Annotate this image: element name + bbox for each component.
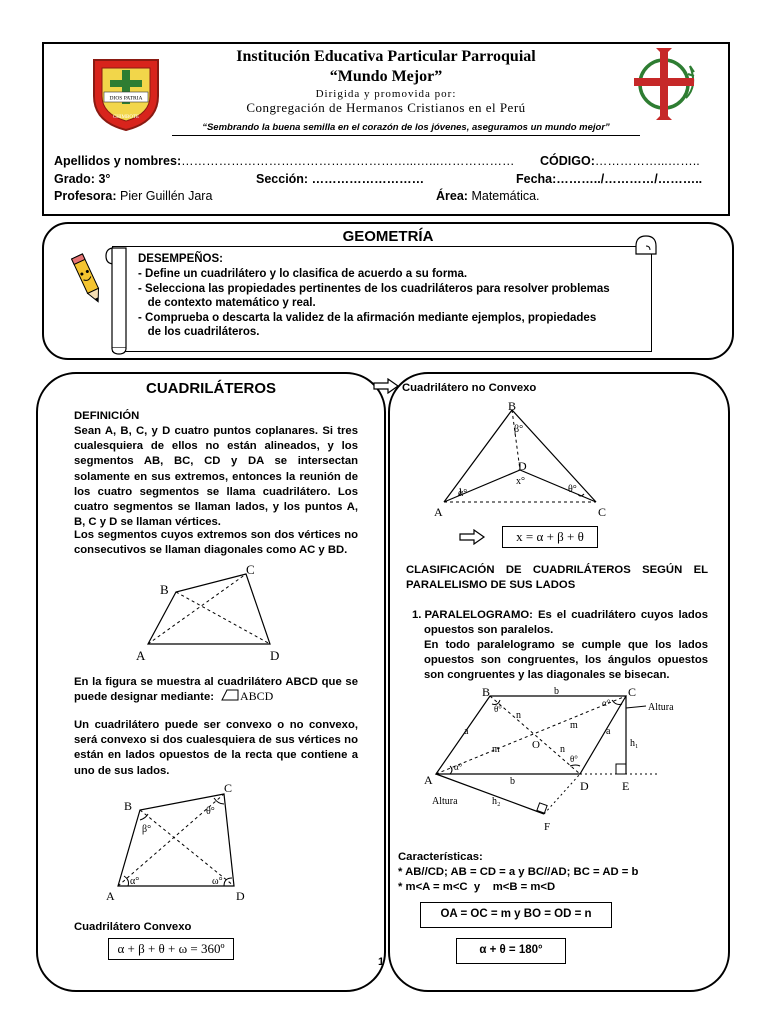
nonconvex-angle-formula: x = α + β + θ: [502, 526, 598, 548]
convex-definition-text: Un cuadrilátero puede ser convexo o no convexo, será convexo si dos cualesquiera de sus vértices no están en lados opuestos de la recta que contiene a uno de sus lados.: [74, 719, 358, 777]
fig4-label-o: O: [532, 739, 540, 751]
fig4-segment-m: m: [492, 744, 500, 755]
teacher-label: Profesora:: [54, 189, 117, 203]
congregation: Congregación de Hermanos Cristianos en el Perú: [246, 100, 526, 115]
notation-symbol: ABCD: [240, 689, 274, 703]
caracteristicas-title: Características:: [398, 851, 483, 863]
date-field: [516, 172, 702, 186]
institution-name: Institución Educativa Particular Parroquial: [236, 48, 536, 65]
scroll-left-curl: [104, 240, 130, 356]
caracteristica-item: * m<A = m<C y m<B = m<D: [398, 881, 556, 893]
fig4-side-b-bottom: b: [510, 776, 515, 787]
fig4-label-a: A: [424, 773, 433, 787]
fig1-label-a: A: [136, 648, 146, 663]
fig4-segment-m-upper: m: [570, 720, 578, 731]
name-label: Apellidos y nombres:: [54, 154, 182, 168]
fig1-label-b: B: [160, 582, 169, 597]
nonconvex-quadrilateral-figure: [428, 398, 618, 520]
convex-quadrilateral-figure: [100, 780, 270, 904]
fig3-label-c: C: [598, 505, 607, 519]
fig4-label-f: F: [544, 821, 551, 833]
diagonals-bisect-formula: OA = OC = m y BO = OD = n: [420, 902, 612, 928]
date-label: Fecha:: [516, 172, 557, 186]
convex-angle-sum-formula: α + β + θ + ω = 360º: [108, 938, 234, 960]
cuadrilateros-title: CUADRILÁTEROS: [146, 380, 276, 397]
fig4-h2: h₂: [492, 796, 501, 807]
teacher-name: Pier Guillén Jara: [120, 189, 213, 203]
definition-text: Sean A, B, C, y D cuatro puntos coplanares. Si tres cualesquiera de ellos no están alineados, y los segmentos AB, BC, CD y DA se intersectan solamente en sus extremos, entonces la reunión de los cuatro segmentos se llama cuadrilátero. Los cuatro segmentos se llaman lados, y los puntos A, B, C y D se llaman vértices.: [74, 425, 358, 529]
teacher-field: [54, 189, 212, 203]
fig4-h1: h₁: [630, 738, 639, 749]
fig4-theta: θ°: [494, 704, 502, 714]
section-label: Sección:: [256, 172, 309, 186]
grade-label: Grado: 3°: [54, 172, 111, 186]
name-field-row: [54, 154, 514, 168]
logo-banner-text: DIOS PATRIA: [109, 95, 143, 102]
pencil-icon: [70, 250, 106, 308]
area-label: Área:: [436, 189, 468, 203]
code-blank: ……………...……..: [594, 154, 700, 168]
desempeno-item: de contexto matemático y real.: [138, 297, 316, 309]
fig3-label-b: B: [508, 399, 517, 413]
logo-top-text: MUNDO MEJOR: [107, 56, 145, 61]
paralelogramo-title: 1. PARALELOGRAMO:: [412, 609, 533, 621]
fig3-theta: θ°: [568, 484, 577, 495]
diagonals-text: Los segmentos cuyos extremos son dos vértices no consecutivos se llaman diagonales como AC y BD.: [74, 529, 358, 557]
school-motto: “Sembrando la buena semilla en el corazón de los jóvenes, aseguramos un mundo mejor”: [172, 122, 640, 136]
fig2-omega: ω°: [212, 876, 223, 887]
fig2-label-b: B: [124, 799, 133, 813]
fig3-beta: β°: [514, 424, 524, 435]
notation-text: En la figura se muestra al cuadrilátero ABCD que se puede designar mediante:: [74, 676, 358, 704]
fig4-altura-left: Altura: [432, 796, 458, 807]
code-field: [540, 154, 700, 168]
page-number: 1: [378, 956, 385, 968]
fig3-label-a: A: [434, 505, 443, 519]
desempeno-item: - Define un cuadrilátero y lo clasifica de acuerdo a su forma.: [138, 268, 468, 280]
date-blank: ………../…………/………..: [556, 172, 703, 186]
code-label: CÓDIGO:: [540, 154, 595, 168]
quadrilateral-figure-1: [130, 562, 290, 666]
quadrilateral-symbol-icon: [220, 688, 240, 702]
section-field: [256, 172, 424, 186]
fig4-label-d: D: [580, 779, 589, 793]
fig2-alpha: α°: [130, 876, 140, 887]
school-name: “Mundo Mejor”: [329, 68, 443, 85]
desempeno-item: - Comprueba o descarta la validez de la afirmación mediante ejemplos, propiedades: [138, 312, 597, 324]
banner-title: GEOMETRÍA: [342, 228, 434, 245]
fig2-label-a: A: [106, 889, 115, 903]
fig4-altura-right: Altura: [648, 702, 674, 713]
fig2-theta: θ°: [206, 806, 215, 817]
parallelogram-figure: [420, 686, 690, 836]
header-box: [42, 42, 730, 216]
caracteristica-item: * AB//CD; AB = CD = a y BC//AD; BC = AD = b: [398, 866, 639, 878]
fig4-theta-d: θ°: [570, 754, 578, 764]
definition-title: DEFINICIÓN: [74, 410, 140, 422]
logo-bottom-text: CHIMBOTE: [112, 115, 140, 120]
paralelogramo-properties: En todo paralelogramo se cumple que los lados opuestos son congruentes, los ángulos opuestos son congruentes y las diagonales se bisecan.: [424, 639, 708, 682]
fig4-segment-n: n: [516, 710, 521, 721]
fig4-side-a-right: a: [606, 726, 611, 737]
desempenos-title: DESEMPEÑOS:: [138, 253, 223, 265]
fig2-label-d: D: [236, 889, 245, 903]
fig4-side-b-top: b: [554, 686, 559, 697]
name-blank: ………………………………………………...…...………………: [181, 154, 515, 168]
fig3-label-d: D: [518, 459, 527, 473]
desempeno-item: de los cuadriláteros.: [138, 326, 260, 338]
fig4-alpha-c: α°: [602, 698, 611, 708]
fig4-label-c: C: [628, 686, 637, 699]
fig4-label-b: B: [482, 686, 491, 699]
fig4-label-e: E: [622, 779, 630, 793]
classification-title: CLASIFICACIÓN DE CUADRILÁTEROS SEGÚN EL PARALELISMO DE SUS LADOS: [406, 564, 708, 592]
arrow-right-icon: [458, 529, 486, 545]
consecutive-angles-formula: α + θ = 180°: [456, 938, 566, 964]
area-field: [436, 189, 540, 203]
section-blank: ………………………: [311, 172, 425, 186]
fig3-alpha: α°: [458, 488, 468, 499]
scroll-right-curl: [632, 234, 660, 256]
fig1-label-d: D: [270, 648, 280, 663]
directed-by: Dirigida y promovida por:: [315, 88, 457, 100]
desempeno-item: - Selecciona las propiedades pertinentes de los cuadriláteros para resolver problemas: [138, 283, 610, 295]
fig4-segment-n-lower: n: [560, 744, 565, 755]
fig4-alpha: α°: [454, 762, 463, 772]
area-value: Matemática.: [471, 189, 540, 203]
convex-caption: Cuadrilátero Convexo: [74, 921, 192, 933]
nonconvex-title: Cuadrilátero no Convexo: [402, 382, 537, 394]
fig3-x: x°: [516, 476, 525, 487]
fig2-beta: β°: [142, 824, 152, 835]
paralelogramo-definition: Es el cuadrilátero cuyos lados opuestos son paralelos.: [424, 609, 708, 637]
fig1-label-c: C: [246, 562, 255, 577]
fig4-side-a: a: [464, 726, 469, 737]
fig2-label-c: C: [224, 781, 233, 795]
congregation-cross-logo: [626, 48, 704, 120]
